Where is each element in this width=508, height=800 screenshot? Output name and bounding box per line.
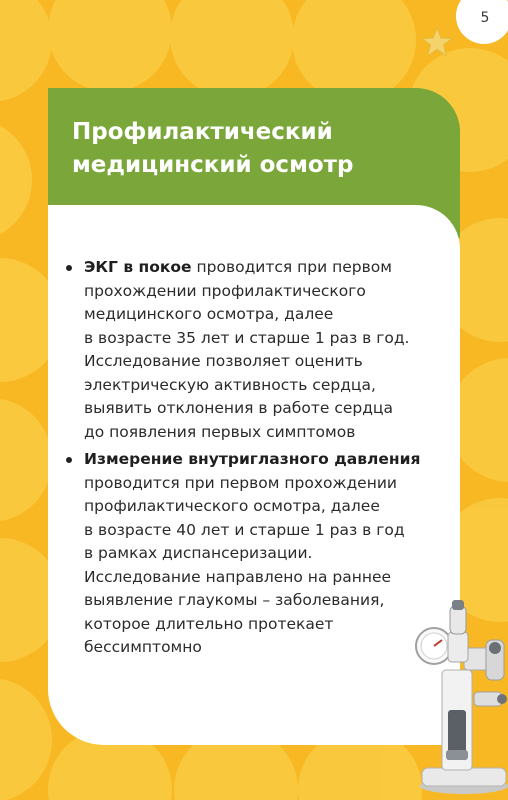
item-line: прохождении профилактического <box>84 281 366 300</box>
item-line: проводится при первом прохождении <box>84 473 397 492</box>
item-first-line <box>84 256 448 280</box>
item-line: бессимптомно <box>84 638 202 656</box>
bullet-icon <box>66 457 72 463</box>
title-line: Профилактический <box>72 119 333 145</box>
star-icon <box>420 26 454 58</box>
item-line: профилактического осмотра, далее <box>84 497 380 515</box>
item-line: в рамках диспансеризации. <box>84 544 313 562</box>
item-line: выявление глаукомы – заболевания, <box>84 591 385 609</box>
item-line: до появления первых симптомов <box>84 422 356 441</box>
bullet-icon <box>66 265 72 271</box>
item-line: Исследование позволяет оценить <box>84 352 363 370</box>
content-list <box>66 256 448 660</box>
tonometer-illustration <box>412 600 508 796</box>
list-item-ecg <box>66 256 448 444</box>
item-first-line-rest: проводится при первом <box>191 258 392 276</box>
item-line: выявить отклонения в работе сердца <box>84 399 393 417</box>
item-line: электрическую активность сердца, <box>84 375 376 394</box>
title-line: медицинский осмотр <box>72 152 354 178</box>
item-heading: ЭКГ в покое <box>84 258 192 276</box>
item-heading: Измерение внутриглазного давления <box>84 450 421 468</box>
item-line: в возрасте 35 лет и старше 1 раз в год. <box>84 328 410 347</box>
page-title <box>72 116 442 182</box>
item-line: медицинского осмотра, далее <box>84 305 334 323</box>
page-number: 5 <box>480 10 490 26</box>
item-line: Исследование направлено на раннее <box>84 567 392 586</box>
item-line: в возрасте 40 лет и старше 1 раз в год <box>84 520 405 539</box>
list-item-eye-pressure <box>66 448 448 660</box>
item-first-line <box>84 448 448 472</box>
item-line: которое длительно протекает <box>84 614 334 633</box>
